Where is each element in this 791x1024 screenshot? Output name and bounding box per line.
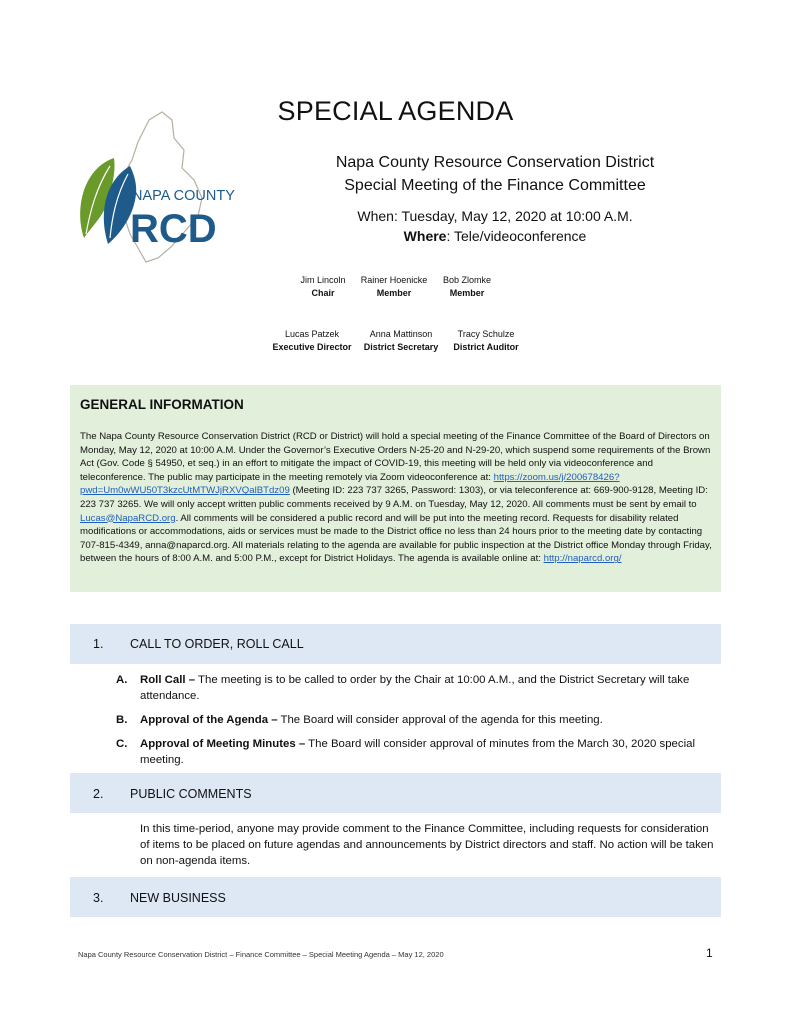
section-title: PUBLIC COMMENTS	[130, 787, 252, 801]
member-3	[436, 274, 498, 300]
agenda-item-a: A. Roll Call – The meeting is to be called to order by the Chair at 10:00 A.M., and the District Secretary will take attendance.	[116, 674, 690, 702]
member-2	[355, 274, 433, 300]
member-name: Rainer Hoenicke	[360, 275, 428, 285]
general-info-text: The Napa County Resource Conservation District (RCD or District) will hold a special meeting of the Finance Committee of the Board of Directors on Monday, May 12, 2020 at 10:00 A.M. Under the Governor’s Executive Orders N-25-20 and N-29-20, which suspend some requirements of the Brown Act (Gov. Code § 54950, et seq.) in an effort to mitigate the impact of COVID-19, this meeting will be held only via videoconference and teleconference. The public may participate in the meeting remotely via Zoom videoconference at: https://zoom.us/j/200678426?pwd=Um0wWU50T3kzcUtMTWJjRXVQalBTdz09 (Meeting ID: 223 737 3265, Password: 1303), or via teleconference at: 669-900-9128, Meeting ID: 223 737 3265. We will only accept written public comments received by 9 A.M. on Tuesday, May 12, 2020. All comments must be sent by email to Lucas@NapaRCD.org. All comments will be considered a public record and will be put into the meeting record. Requests for disability related modifications or accommodations, aids or services must be made to the District office no less than 24 hours prior to the meeting date by contacting 707-815-4349, anna@naparcd.org. All materials relating to the agenda are available for public inspection at the District office Monday through Friday, between the hours of 8:00 A.M. and 5:00 P.M., except for District Holidays. The agenda is available online at: http://naparcd.org/	[80, 431, 712, 565]
email-link[interactable]: Lucas@NapaRCD.org	[80, 512, 176, 524]
staff-3	[447, 328, 525, 354]
member-role: Chair	[311, 288, 335, 298]
section-number: 3.	[93, 891, 104, 905]
staff-name: Anna Mattinson	[369, 329, 433, 339]
staff-2	[359, 328, 443, 354]
section-title: NEW BUSINESS	[130, 891, 226, 905]
public-comments-text: In this time-period, anyone may provide comment to the Finance Committee, including requests for consideration of items to be placed on future agendas and announcements by District directors and staff. No action will be taken on non-agenda items.	[140, 823, 714, 867]
member-role: Member	[449, 288, 485, 298]
page-number: 1	[706, 946, 713, 960]
when-line	[300, 206, 690, 226]
staff-role: Executive Director	[272, 342, 352, 352]
staff-role: District Auditor	[453, 342, 519, 352]
logo-acronym: RCD	[130, 207, 217, 251]
logo-name: NAPA COUNTY	[132, 188, 235, 204]
when-label: When:	[357, 208, 398, 224]
member-name: Jim Lincoln	[300, 275, 346, 285]
staff-name: Lucas Patzek	[284, 329, 340, 339]
staff-role: District Secretary	[363, 342, 439, 352]
rcd-logo	[74, 108, 254, 266]
org-name: Napa County Resource Conservation District	[335, 154, 655, 171]
where-label: Where	[403, 228, 447, 244]
zoom-link[interactable]: https://zoom.us/j/200678426?pwd=Um0wWU50T3kzcUtMTWJjRXVQalBTdz09	[80, 471, 620, 497]
website-link[interactable]: http://naparcd.org/	[543, 553, 622, 565]
staff-1	[268, 328, 356, 354]
agenda-item-b: B. Approval of the Agenda – The Board will consider approval of the agenda for this meeting.	[116, 714, 603, 726]
meeting-name: Special Meeting of the Finance Committee	[344, 177, 646, 194]
agenda-item-c: C. Approval of Meeting Minutes – The Board will consider approval of minutes from the March 30, 2020 special meeting.	[116, 738, 695, 766]
section-number: 2.	[93, 787, 104, 801]
where-value: : Tele/videoconference	[446, 228, 587, 244]
general-info-heading: GENERAL INFORMATION	[80, 397, 244, 412]
org-heading	[300, 151, 690, 197]
section-title: CALL TO ORDER, ROLL CALL	[130, 637, 304, 651]
member-1	[293, 274, 353, 300]
section-number: 1.	[93, 637, 104, 651]
meeting-details	[300, 206, 690, 246]
page-footer: Napa County Resource Conservation District – Finance Committee – Special Meeting Agenda – May 12, 2020	[78, 950, 444, 959]
when-value: Tuesday, May 12, 2020 at 10:00 A.M.	[401, 208, 633, 224]
staff-name: Tracy Schulze	[457, 329, 515, 339]
where-line	[300, 226, 690, 246]
member-name: Bob Zlomke	[442, 275, 492, 285]
member-role: Member	[376, 288, 412, 298]
page-title: SPECIAL AGENDA	[277, 96, 514, 126]
